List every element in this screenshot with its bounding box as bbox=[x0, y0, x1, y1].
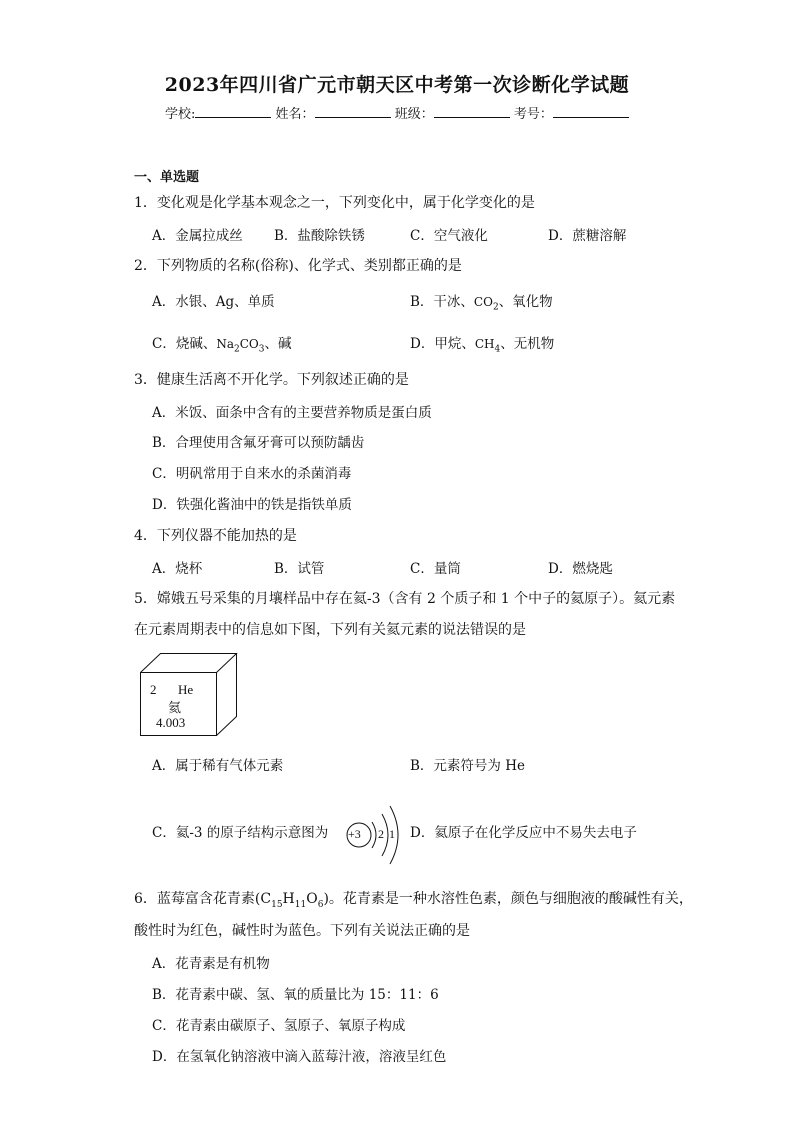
atom-structure-diagram bbox=[344, 800, 406, 870]
q1-option-a: A．金属拉成丝 bbox=[152, 228, 243, 244]
q2-c-prefix: C．烧碱、 bbox=[152, 336, 217, 352]
question-4-stem: 4．下列仪器不能加热的是 bbox=[134, 528, 297, 544]
q6-oxygen-symbol: O bbox=[306, 891, 318, 907]
q2-d-prefix: D．甲烷、 bbox=[410, 336, 475, 352]
exam-number-label: 考号： bbox=[513, 107, 553, 122]
q2-b-suffix: 、氧化物 bbox=[498, 294, 553, 310]
q6-oxygen-count: 6 bbox=[317, 899, 324, 910]
q5-option-a: A．属于稀有气体元素 bbox=[152, 758, 284, 774]
q2-c-formula-1: Na bbox=[216, 337, 234, 351]
q4-option-b: B．试管 bbox=[274, 561, 325, 577]
q2-option-b bbox=[410, 290, 553, 313]
exam-number-blank[interactable] bbox=[553, 104, 629, 118]
question-1-stem: 1．变化观是化学基本观念之一，下列变化中，属于化学变化的是 bbox=[134, 195, 535, 211]
q2-option-a: A．水银、Ag、单质 bbox=[152, 294, 275, 310]
q2-d-subscript: 4 bbox=[494, 344, 501, 355]
q5-option-b: B．元素符号为 He bbox=[410, 758, 525, 774]
name-label: 姓名： bbox=[275, 107, 315, 122]
element-atomic-mass: 4.003 bbox=[156, 715, 186, 730]
question-6-stem-line-2: 酸性时为红色，碱性时为蓝色。下列有关说法正确的是 bbox=[134, 923, 470, 939]
q6-stem-prefix: 6．蓝莓富含花青素(C bbox=[134, 891, 272, 907]
question-5-stem-line-2: 在元素周期表中的信息如下图，下列有关氦元素的说法错误的是 bbox=[134, 622, 526, 638]
q3-option-c: C．明矾常用于自来水的杀菌消毒 bbox=[152, 466, 352, 482]
atom-nucleus-charge: +3 bbox=[348, 827, 361, 841]
element-atomic-number: 2 bbox=[150, 682, 157, 697]
q3-option-a: A．米饭、面条中含有的主要营养物质是蛋白质 bbox=[152, 405, 432, 421]
q6-carbon-count: 15 bbox=[271, 899, 283, 910]
page-title: 2023年四川省广元市朝天区中考第一次诊断化学试题 bbox=[164, 74, 630, 96]
atom-shell-2-electrons: 1 bbox=[389, 827, 395, 841]
class-blank[interactable] bbox=[434, 104, 510, 118]
q2-option-c bbox=[152, 332, 292, 355]
q2-d-formula: CH bbox=[474, 337, 495, 351]
question-3-stem: 3．健康生活离不开化学。下列叙述正确的是 bbox=[134, 372, 409, 388]
q2-d-suffix: 、无机物 bbox=[500, 336, 555, 352]
question-6-stem-line-1 bbox=[134, 888, 693, 910]
q2-b-subscript: 2 bbox=[492, 302, 499, 313]
student-info-line bbox=[165, 103, 629, 122]
section-heading: 一、单选题 bbox=[134, 170, 200, 185]
q2-c-formula-2: CO bbox=[239, 337, 259, 351]
periodic-table-cell-figure bbox=[140, 653, 238, 737]
q1-option-b: B．盐酸除铁锈 bbox=[274, 228, 365, 244]
q2-b-prefix: B．干冰、 bbox=[410, 294, 474, 310]
element-name: 氦 bbox=[168, 700, 182, 715]
q2-c-subscript-1: 2 bbox=[234, 344, 240, 355]
question-2-stem: 2．下列物质的名称(俗称)、化学式、类别都正确的是 bbox=[134, 258, 462, 274]
q1-option-d: D．蔗糖溶解 bbox=[548, 228, 627, 244]
school-label: 学校: bbox=[165, 107, 196, 122]
q4-option-c: C．量筒 bbox=[410, 561, 461, 577]
q2-option-d bbox=[410, 332, 554, 355]
q6-hydrogen-count: 11 bbox=[294, 899, 307, 910]
name-blank[interactable] bbox=[315, 104, 391, 118]
q4-option-a: A．烧杯 bbox=[152, 561, 203, 577]
class-label: 班级： bbox=[394, 107, 434, 122]
q3-option-b: B．合理使用含氟牙膏可以预防龋齿 bbox=[152, 435, 365, 451]
q6-option-b: B．花青素中碳、氢、氧的质量比为 15：11：6 bbox=[152, 987, 439, 1003]
q5-option-d: D．氦原子在化学反应中不易失去电子 bbox=[410, 825, 637, 841]
q1-option-c: C．空气液化 bbox=[410, 228, 488, 244]
q5-option-c: C．氦-3 的原子结构示意图为 bbox=[152, 825, 329, 841]
q2-c-subscript-2: 3 bbox=[258, 344, 265, 355]
atom-shell-1-electrons: 2 bbox=[378, 827, 384, 841]
q2-b-formula: CO bbox=[473, 295, 493, 309]
q3-option-d: D．铁强化酱油中的铁是指铁单质 bbox=[152, 497, 352, 513]
q6-option-c: C．花青素由碳原子、氢原子、氧原子构成 bbox=[152, 1018, 406, 1034]
q6-option-d: D．在氢氧化钠溶液中滴入蓝莓汁液，溶液呈红色 bbox=[152, 1049, 447, 1065]
school-blank[interactable] bbox=[195, 104, 271, 118]
q6-stem-suffix: )。花青素是一种水溶性色素，颜色与细胞液的酸碱性有关， bbox=[323, 891, 693, 907]
question-5-stem-line-1: 5．嫦娥五号采集的月壤样品中存在氦-3（含有 2 个质子和 1 个中子的氦原子）。氦元素 bbox=[134, 591, 676, 607]
q6-option-a: A．花青素是有机物 bbox=[152, 956, 270, 972]
element-symbol: He bbox=[178, 682, 194, 697]
q6-hydrogen-symbol: H bbox=[282, 891, 295, 907]
q4-option-d: D．燃烧匙 bbox=[548, 561, 613, 577]
q2-c-suffix: 、碱 bbox=[264, 336, 292, 352]
